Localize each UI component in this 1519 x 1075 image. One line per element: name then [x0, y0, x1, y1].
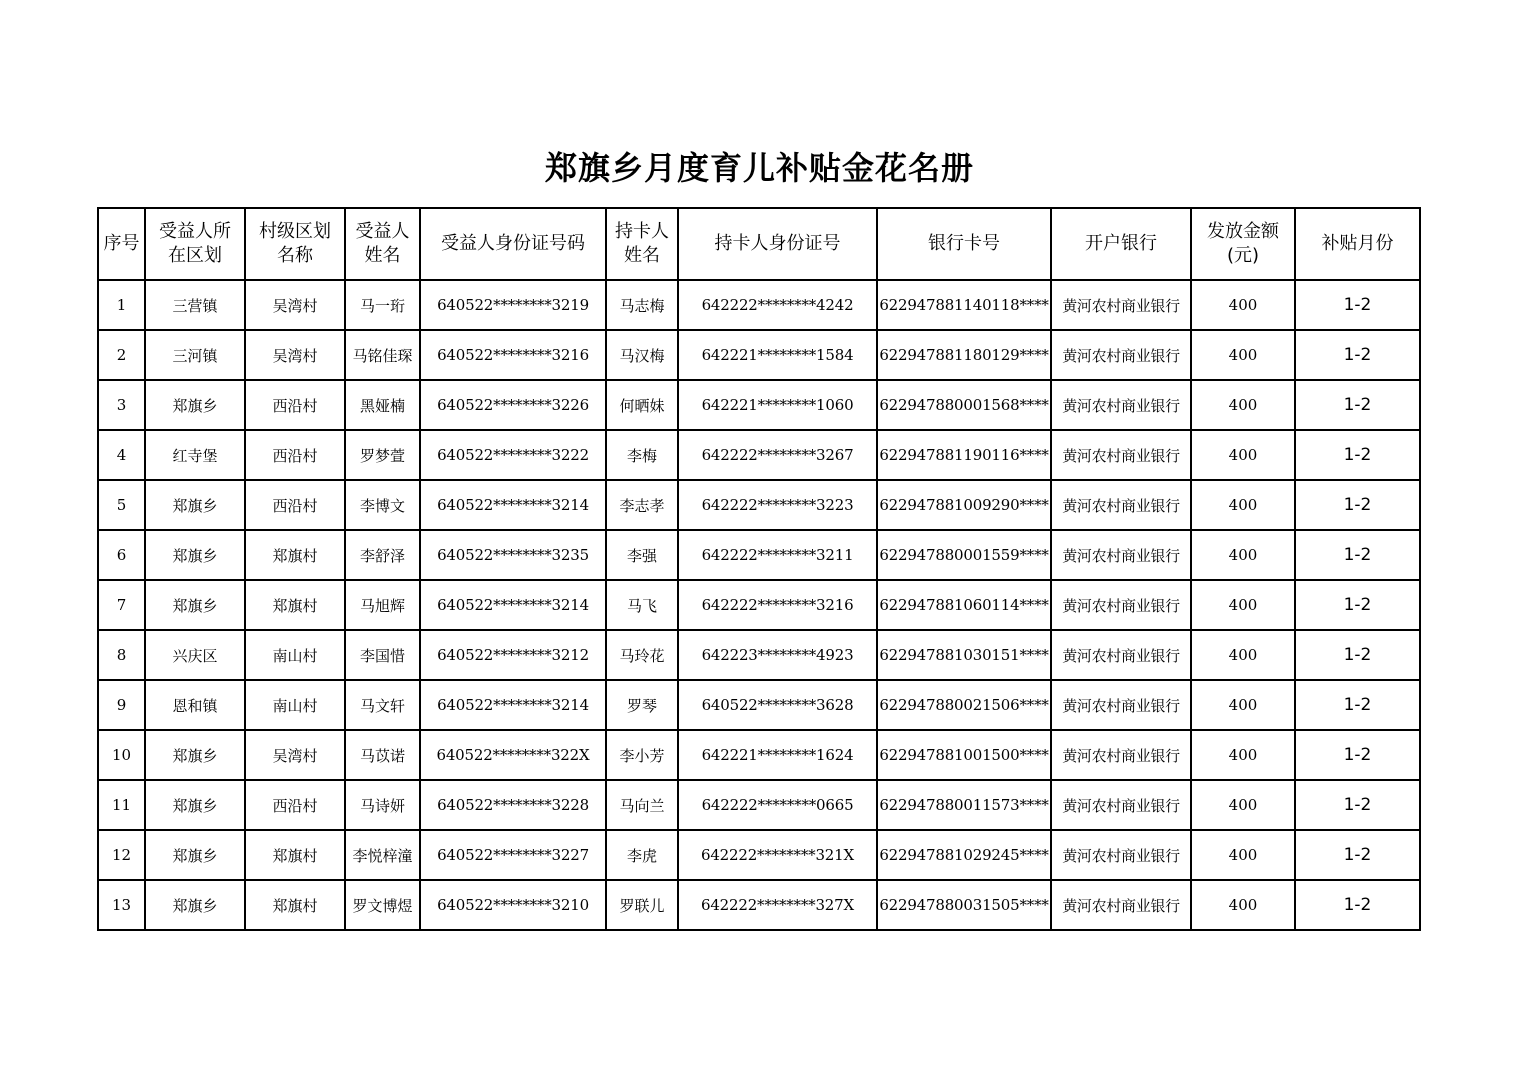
cell-month: 1-2: [1295, 330, 1420, 380]
cell-region: 郑旗乡: [145, 580, 245, 630]
cell-village: 西沿村: [245, 780, 345, 830]
header-line: 在区划: [168, 245, 222, 266]
cell-region: 兴庆区: [145, 630, 245, 680]
cell-village: 郑旗村: [245, 530, 345, 580]
cell-index: 1: [98, 280, 145, 330]
cell-bank-card: 622947880001559****: [877, 530, 1051, 580]
cell-index: 7: [98, 580, 145, 630]
cell-village: 南山村: [245, 630, 345, 680]
cell-bank: 黄河农村商业银行: [1051, 880, 1191, 930]
cell-beneficiary-name: 李悦梓潼: [345, 830, 420, 880]
cell-beneficiary-id: 640522********3214: [420, 680, 606, 730]
cell-bank: 黄河农村商业银行: [1051, 330, 1191, 380]
cell-bank-card: 622947881180129****: [877, 330, 1051, 380]
cell-amount: 400: [1191, 430, 1295, 480]
header-line: 补贴月份: [1321, 233, 1394, 254]
col-cardholder-id-header: [678, 208, 877, 280]
cell-month: 1-2: [1295, 680, 1420, 730]
cell-beneficiary-name: 李博文: [345, 480, 420, 530]
table-row: [98, 330, 1420, 380]
cell-cardholder-name: 马志梅: [606, 280, 678, 330]
table-row: [98, 680, 1420, 730]
cell-index: 10: [98, 730, 145, 780]
cell-region: 郑旗乡: [145, 380, 245, 430]
table-row: [98, 830, 1420, 880]
cell-village: 郑旗村: [245, 580, 345, 630]
cell-beneficiary-id: 640522********3226: [420, 380, 606, 430]
table-body: [98, 280, 1420, 930]
col-beneficiary-name-header: [345, 208, 420, 280]
cell-index: 3: [98, 380, 145, 430]
cell-region: 郑旗乡: [145, 730, 245, 780]
cell-cardholder-id: 642223********4923: [678, 630, 877, 680]
cell-bank-card: 622947881001500****: [877, 730, 1051, 780]
header-line: 开户银行: [1085, 233, 1157, 254]
table-row: [98, 280, 1420, 330]
cell-beneficiary-id: 640522********3227: [420, 830, 606, 880]
cell-beneficiary-name: 罗文博煜: [345, 880, 420, 930]
cell-cardholder-name: 李志孝: [606, 480, 678, 530]
table-row: [98, 880, 1420, 930]
cell-index: 12: [98, 830, 145, 880]
cell-beneficiary-name: 李国惜: [345, 630, 420, 680]
cell-region: 郑旗乡: [145, 830, 245, 880]
col-index-header: [98, 208, 145, 280]
col-beneficiary-id-header: [420, 208, 606, 280]
cell-village: 南山村: [245, 680, 345, 730]
cell-cardholder-name: 马玲花: [606, 630, 678, 680]
cell-region: 三营镇: [145, 280, 245, 330]
cell-index: 6: [98, 530, 145, 580]
header-line: 发放金额: [1207, 221, 1279, 242]
cell-month: 1-2: [1295, 430, 1420, 480]
cell-month: 1-2: [1295, 580, 1420, 630]
cell-month: 1-2: [1295, 780, 1420, 830]
header-line: 姓名: [364, 245, 401, 266]
cell-bank-card: 622947881060114****: [877, 580, 1051, 630]
cell-beneficiary-name: 马旭辉: [345, 580, 420, 630]
cell-beneficiary-name: 马文轩: [345, 680, 420, 730]
cell-beneficiary-id: 640522********3219: [420, 280, 606, 330]
col-bank-card-header: [877, 208, 1051, 280]
header-line: 银行卡号: [928, 233, 1000, 254]
header-line: 序号: [103, 233, 140, 254]
cell-bank: 黄河农村商业银行: [1051, 280, 1191, 330]
cell-month: 1-2: [1295, 380, 1420, 430]
cell-cardholder-name: 罗联儿: [606, 880, 678, 930]
col-region-header: [145, 208, 245, 280]
cell-amount: 400: [1191, 880, 1295, 930]
cell-cardholder-id: 642221********1584: [678, 330, 877, 380]
cell-region: 郑旗乡: [145, 880, 245, 930]
cell-cardholder-name: 李强: [606, 530, 678, 580]
cell-village: 郑旗村: [245, 830, 345, 880]
cell-village: 吴湾村: [245, 730, 345, 780]
cell-bank: 黄河农村商业银行: [1051, 480, 1191, 530]
cell-beneficiary-id: 640522********3212: [420, 630, 606, 680]
cell-cardholder-id: 642222********3267: [678, 430, 877, 480]
cell-month: 1-2: [1295, 830, 1420, 880]
cell-amount: 400: [1191, 280, 1295, 330]
cell-index: 9: [98, 680, 145, 730]
col-cardholder-name-header: [606, 208, 678, 280]
cell-bank: 黄河农村商业银行: [1051, 630, 1191, 680]
cell-village: 吴湾村: [245, 280, 345, 330]
cell-bank-card: 622947881029245****: [877, 830, 1051, 880]
header-line: 名称: [277, 245, 313, 266]
cell-bank: 黄河农村商业银行: [1051, 730, 1191, 780]
cell-amount: 400: [1191, 530, 1295, 580]
cell-bank-card: 622947880011573****: [877, 780, 1051, 830]
cell-beneficiary-id: 640522********3222: [420, 430, 606, 480]
col-amount-header: [1191, 208, 1295, 280]
cell-cardholder-id: 642222********321X: [678, 830, 877, 880]
cell-beneficiary-name: 马一珩: [345, 280, 420, 330]
cell-bank: 黄河农村商业银行: [1051, 830, 1191, 880]
cell-region: 郑旗乡: [145, 530, 245, 580]
header-line: 受益人身份证号码: [441, 233, 585, 254]
table-row: [98, 380, 1420, 430]
cell-index: 2: [98, 330, 145, 380]
cell-amount: 400: [1191, 480, 1295, 530]
cell-village: 吴湾村: [245, 330, 345, 380]
cell-amount: 400: [1191, 680, 1295, 730]
cell-cardholder-name: 马向兰: [606, 780, 678, 830]
cell-amount: 400: [1191, 330, 1295, 380]
cell-bank: 黄河农村商业银行: [1051, 780, 1191, 830]
cell-cardholder-id: 642221********1060: [678, 380, 877, 430]
cell-beneficiary-id: 640522********3235: [420, 530, 606, 580]
cell-amount: 400: [1191, 780, 1295, 830]
cell-cardholder-id: 642222********4242: [678, 280, 877, 330]
cell-village: 西沿村: [245, 380, 345, 430]
cell-beneficiary-name: 黑娅楠: [345, 380, 420, 430]
cell-bank-card: 622947881009290****: [877, 480, 1051, 530]
cell-index: 13: [98, 880, 145, 930]
table-row: [98, 780, 1420, 830]
cell-beneficiary-id: 640522********3210: [420, 880, 606, 930]
cell-bank-card: 622947881140118****: [877, 280, 1051, 330]
table-row: [98, 430, 1420, 480]
cell-month: 1-2: [1295, 480, 1420, 530]
cell-beneficiary-id: 640522********3214: [420, 580, 606, 630]
col-bank-header: [1051, 208, 1191, 280]
cell-village: 西沿村: [245, 430, 345, 480]
subsidy-roster-table: [97, 207, 1421, 931]
cell-cardholder-id: 642222********327X: [678, 880, 877, 930]
cell-bank-card: 622947880031505****: [877, 880, 1051, 930]
cell-beneficiary-name: 马铭佳琛: [345, 330, 420, 380]
col-month-header: [1295, 208, 1420, 280]
cell-cardholder-name: 李虎: [606, 830, 678, 880]
cell-cardholder-id: 642221********1624: [678, 730, 877, 780]
cell-cardholder-id: 642222********0665: [678, 780, 877, 830]
cell-month: 1-2: [1295, 630, 1420, 680]
table-row: [98, 580, 1420, 630]
cell-index: 5: [98, 480, 145, 530]
cell-cardholder-name: 马飞: [606, 580, 678, 630]
cell-amount: 400: [1191, 380, 1295, 430]
cell-beneficiary-name: 李舒泽: [345, 530, 420, 580]
cell-cardholder-id: 642222********3211: [678, 530, 877, 580]
cell-amount: 400: [1191, 730, 1295, 780]
col-village-header: [245, 208, 345, 280]
cell-month: 1-2: [1295, 730, 1420, 780]
cell-region: 红寺堡: [145, 430, 245, 480]
cell-index: 4: [98, 430, 145, 480]
cell-bank-card: 622947880001568****: [877, 380, 1051, 430]
cell-bank-card: 622947881030151****: [877, 630, 1051, 680]
cell-index: 11: [98, 780, 145, 830]
cell-region: 郑旗乡: [145, 480, 245, 530]
cell-cardholder-id: 642222********3223: [678, 480, 877, 530]
cell-bank: 黄河农村商业银行: [1051, 380, 1191, 430]
cell-beneficiary-id: 640522********322X: [420, 730, 606, 780]
table-row: [98, 480, 1420, 530]
cell-bank-card: 622947880021506****: [877, 680, 1051, 730]
cell-cardholder-id: 642222********3216: [678, 580, 877, 630]
cell-month: 1-2: [1295, 530, 1420, 580]
cell-amount: 400: [1191, 830, 1295, 880]
cell-region: 恩和镇: [145, 680, 245, 730]
header-line: 持卡人身份证号: [714, 233, 841, 254]
header-line: 受益人: [355, 221, 410, 242]
cell-beneficiary-id: 640522********3228: [420, 780, 606, 830]
header-line: (元): [1226, 245, 1260, 266]
table-row: [98, 730, 1420, 780]
cell-bank: 黄河农村商业银行: [1051, 430, 1191, 480]
cell-cardholder-name: 李梅: [606, 430, 678, 480]
header-line: 持卡人: [615, 221, 669, 242]
cell-beneficiary-name: 马诗妍: [345, 780, 420, 830]
header-row: [98, 208, 1420, 280]
cell-beneficiary-id: 640522********3214: [420, 480, 606, 530]
cell-village: 西沿村: [245, 480, 345, 530]
cell-month: 1-2: [1295, 880, 1420, 930]
cell-month: 1-2: [1295, 280, 1420, 330]
cell-bank-card: 622947881190116****: [877, 430, 1051, 480]
cell-index: 8: [98, 630, 145, 680]
cell-amount: 400: [1191, 630, 1295, 680]
cell-bank: 黄河农村商业银行: [1051, 530, 1191, 580]
page-title: 郑旗乡月度育儿补贴金花名册: [544, 149, 974, 187]
cell-amount: 400: [1191, 580, 1295, 630]
table-row: [98, 630, 1420, 680]
header-line: 受益人所: [159, 221, 231, 242]
cell-region: 三河镇: [145, 330, 245, 380]
cell-village: 郑旗村: [245, 880, 345, 930]
cell-cardholder-name: 罗琴: [606, 680, 678, 730]
cell-beneficiary-name: 罗梦萱: [345, 430, 420, 480]
cell-cardholder-name: 马汉梅: [606, 330, 678, 380]
cell-cardholder-name: 李小芳: [606, 730, 678, 780]
cell-bank: 黄河农村商业银行: [1051, 680, 1191, 730]
cell-beneficiary-name: 马苡诺: [345, 730, 420, 780]
table-row: [98, 530, 1420, 580]
header-line: 村级区划: [259, 221, 331, 242]
header-line: 姓名: [624, 245, 660, 266]
cell-region: 郑旗乡: [145, 780, 245, 830]
cell-cardholder-name: 何晒妹: [606, 380, 678, 430]
cell-bank: 黄河农村商业银行: [1051, 580, 1191, 630]
cell-cardholder-id: 640522********3628: [678, 680, 877, 730]
cell-beneficiary-id: 640522********3216: [420, 330, 606, 380]
